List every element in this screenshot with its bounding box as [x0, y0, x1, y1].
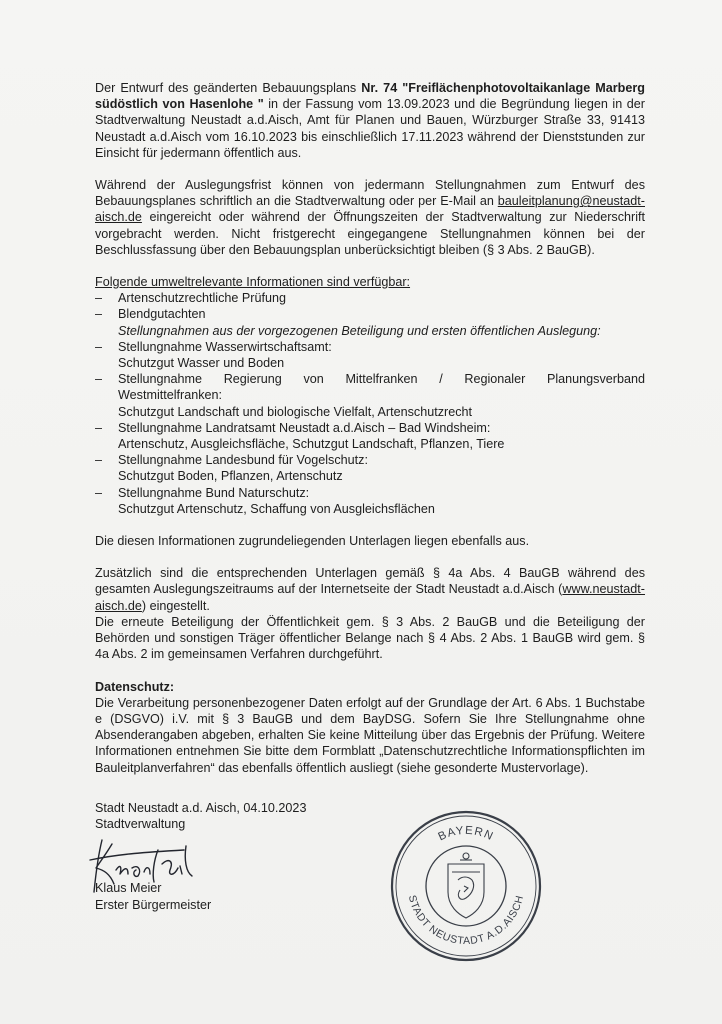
statements-paragraph — [95, 177, 645, 258]
list-item — [95, 452, 645, 484]
seal-bottom-text: STADT NEUSTADT A.D.AISCH — [405, 893, 527, 948]
also-paragraph: Die diesen Informationen zugrundeliegenden Unterlagen liegen ebenfalls aus. — [95, 534, 530, 549]
privacy-heading: Datenschutz: — [95, 679, 175, 694]
list-item-title: – Stellungnahme Landratsamt Neustadt a.d.Aisch – Bad Windsheim: — [118, 420, 491, 435]
info-heading: Folgende umweltrelevante Informationen sind verfügbar: — [95, 275, 411, 290]
place-date: Stadt Neustadt a.d. Aisch, 04.10.2023 — [95, 801, 307, 815]
list-item-title: – Stellungnahme Regierung von Mittelfranken / Regionaler Planungsverband — [118, 372, 645, 387]
list-item: – Artenschutzrechtliche Prüfung — [95, 290, 645, 306]
list-item-detail: Schutzgut Artenschutz, Schaffung von Ausgleichsflächen — [118, 501, 435, 516]
intro-text-2: in der Fassung vom 13.09.2023 und die Begründung liegen in der Stadtverwaltung Neustadt a.d.Aisch, Amt für Planen und Bauen, Würzburger Straße 33, 91413 Neustadt a.d.Aisch vom 16.10.2023 bis einschließlich 17.11.2023 während der Dienststunden zur Einsicht für jedermann öffentlich aus. — [95, 97, 645, 160]
list-item — [95, 371, 645, 420]
document-body — [95, 80, 645, 776]
intro-text-1: Der Entwurf des geänderten Bebauungsplans — [95, 81, 362, 95]
info-list-a — [95, 290, 645, 322]
list-item — [95, 485, 645, 517]
list-item-title: – Stellungnahme Wasserwirtschaftsamt: — [118, 339, 332, 354]
website-link[interactable]: www.neustadt-aisch.de — [95, 582, 645, 613]
internet-text-2: ) eingestellt. — [141, 598, 210, 613]
list-item: – Blendgutachten — [95, 306, 645, 322]
office-name: Stadtverwaltung — [95, 817, 186, 832]
list-item-detail: Artenschutz, Ausgleichsfläche, Schutzgut Landschaft, Pflanzen, Tiere — [118, 437, 505, 452]
list-item-title-continued: Westmittelfranken: — [118, 388, 223, 403]
list-item-title: – Stellungnahme Landesbund für Vogelschutz: — [118, 453, 368, 468]
statements-text-1: Während der Auslegungsfrist können von jedermann Stellungnahmen zum Entwurf des Bebauungsplanes schriftlich an die Stadtverwaltung oder per E-Mail an — [95, 178, 645, 209]
handwritten-signature — [88, 830, 208, 900]
official-seal — [388, 808, 544, 964]
plan-name: Nr. 74 "Freiflächenphotovoltaikanlage Marberg südöstlich von Hasenlohe " — [95, 81, 645, 112]
email-link[interactable]: bauleitplanung@neustadt-aisch.de — [95, 194, 645, 225]
list-item-detail: Schutzgut Wasser und Boden — [118, 356, 285, 371]
participation-paragraph: Die erneute Beteiligung der Öffentlichkeit gem. § 3 Abs. 2 BauGB und die Beteiligung der Behörden und sonstigen Träger öffentlicher Belange nach § 4 Abs. 2 Abs. 1 BauGB wird gem. § 4a Abs. 2 im gemeinsamen Verfahren durchgeführt. — [95, 614, 645, 662]
signer-name: Klaus Meier — [95, 881, 162, 896]
privacy-paragraph: Die Verarbeitung personenbezogener Daten erfolgt auf der Grundlage der Art. 6 Abs. 1 Buchstabe e (DSGVO) i.V. mit § 3 BauGB und dem BayDSG. Sofern Sie Ihre Stellungnahme ohne Absenderangaben abgeben, erhalten Sie keine Mitteilung über das Ergebnis der Prüfung. Weitere Informationen entnehmen Sie bitte dem Formblatt „Datenschutzrechtliche Informationspflichten im Bauleitplanverfahren“ das ebenfalls öffentlich ausliegt (siehe gesonderte Mustervorlage). — [95, 695, 645, 775]
list-item — [95, 339, 645, 371]
info-list-b — [95, 339, 645, 517]
statements-text-2: eingereicht oder während der Öffnungszeiten der Stadtverwaltung zur Niederschrift vorgebracht werden. Nicht fristgerecht eingegangene Stellungnahmen können bei der Beschlussfassung über den Bebauungsplan unberücksichtigt bleiben (§ 3 Abs. 2 BauGB). — [95, 210, 645, 257]
list-item-title: – Stellungnahme Bund Naturschutz: — [118, 485, 310, 500]
info-subheading: Stellungnahmen aus der vorgezogenen Beteiligung und ersten öffentlichen Auslegung: — [118, 323, 601, 338]
list-item-detail: Schutzgut Landschaft und biologische Vielfalt, Artenschutzrecht — [118, 404, 473, 419]
list-item — [95, 420, 645, 452]
coat-of-arms-icon — [448, 853, 484, 918]
internet-paragraph — [95, 565, 645, 614]
intro-paragraph — [95, 80, 645, 161]
internet-text-1: Zusätzlich sind die entsprechenden Unterlagen gemäß § 4a Abs. 4 BauGB während des gesamten Auslegungszeitraums auf der Internetseite der Stadt Neustadt a.d.Aisch ( — [95, 566, 645, 597]
seal-top-text: BAYERN — [436, 824, 496, 844]
list-item-detail: Schutzgut Boden, Pflanzen, Artenschutz — [118, 469, 343, 484]
signer-role: Erster Bürgermeister — [95, 897, 212, 912]
